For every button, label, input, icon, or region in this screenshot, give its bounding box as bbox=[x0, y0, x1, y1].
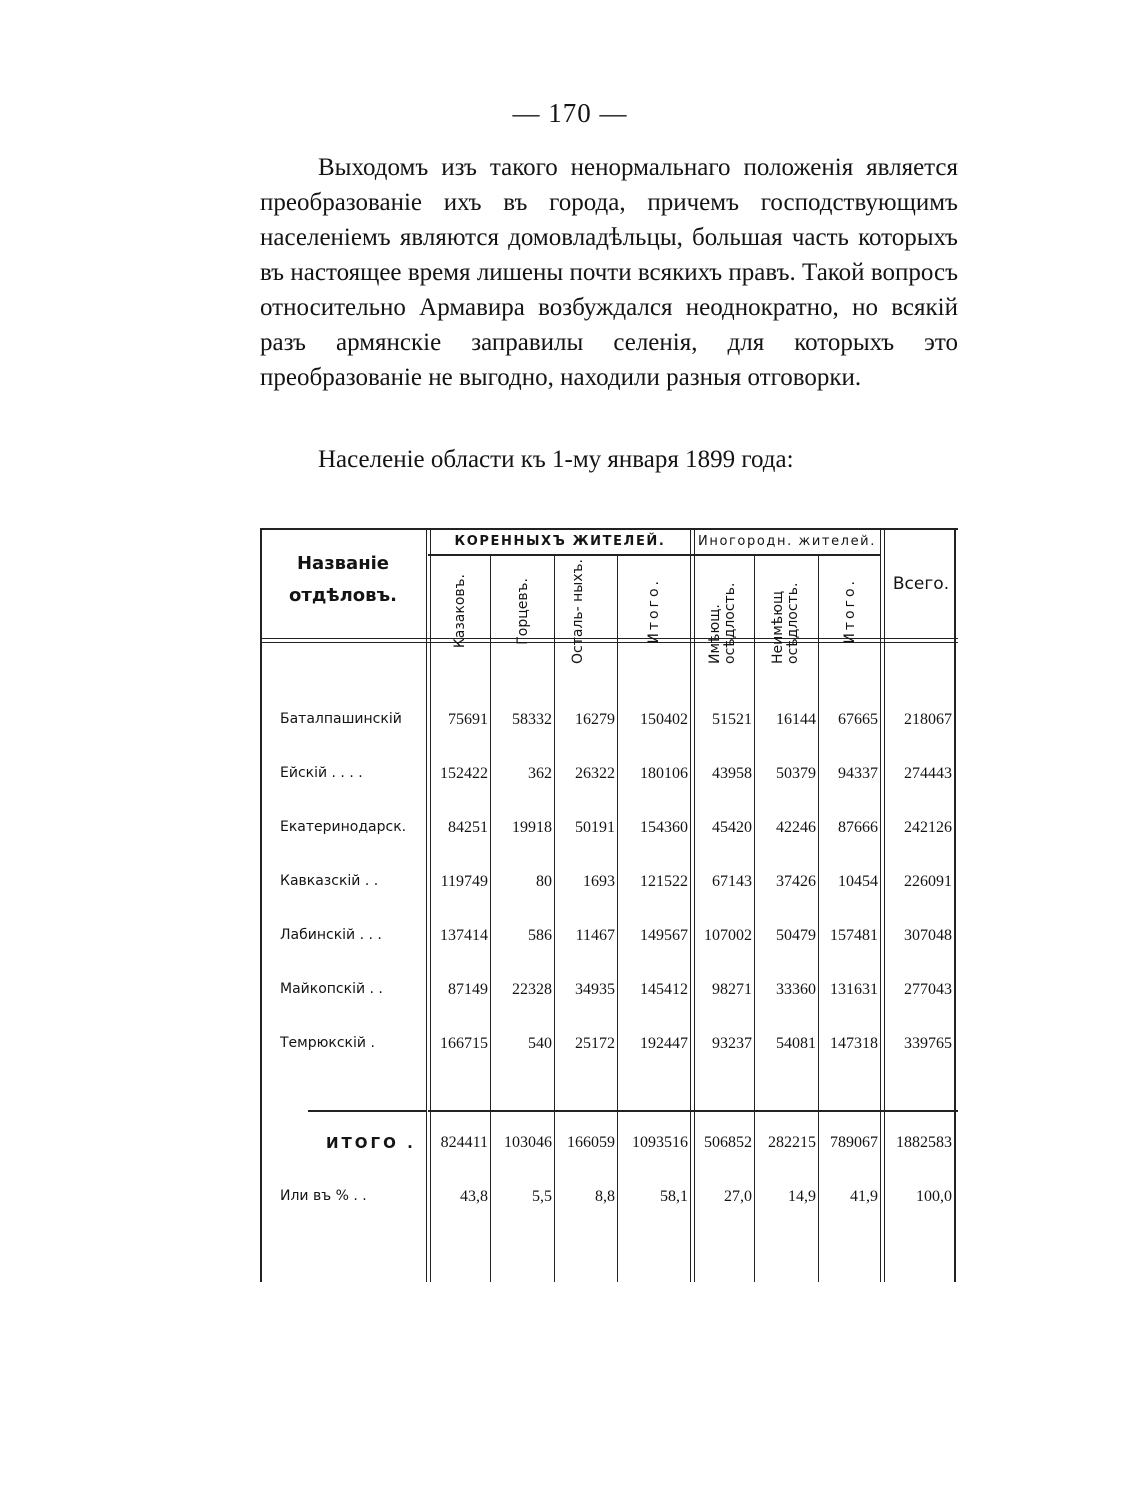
table-caption: Населеніе области къ 1-му января 1899 года: bbox=[318, 446, 794, 473]
table-row bbox=[260, 1035, 958, 1059]
row-label: Екатеринодарск. bbox=[280, 819, 407, 835]
table-left-rule bbox=[260, 528, 262, 1282]
row-label: Ейскій . . . . bbox=[280, 765, 363, 781]
table-cell: 226091 bbox=[904, 873, 952, 890]
table-cell: 58,1 bbox=[660, 1188, 688, 1205]
table-cell: 149567 bbox=[640, 927, 688, 944]
table-cell: 147318 bbox=[830, 1035, 878, 1052]
table-cell: 34935 bbox=[575, 981, 615, 998]
table-cell: 8,8 bbox=[595, 1188, 615, 1205]
column-rule bbox=[554, 554, 555, 1282]
column-rule bbox=[818, 554, 819, 1282]
table-cell: 137414 bbox=[440, 927, 488, 944]
column-header: Имѣющ. осѣдлость. bbox=[707, 582, 738, 664]
group-native-header: КОРЕННЫХЪ ЖИТЕЛЕЙ. bbox=[454, 534, 666, 549]
table-cell: 277043 bbox=[904, 981, 952, 998]
table-cell: 307048 bbox=[904, 927, 952, 944]
table-cell: 67143 bbox=[712, 873, 752, 890]
table-cell: 41,9 bbox=[850, 1188, 878, 1205]
row-label: Кавказскій . . bbox=[280, 873, 379, 889]
table-cell: 131631 bbox=[830, 981, 878, 998]
table-right-rule bbox=[954, 528, 956, 1282]
column-rule bbox=[617, 554, 618, 1282]
column-header: Итого. bbox=[841, 578, 858, 644]
table-cell: 540 bbox=[528, 1035, 552, 1052]
table-row bbox=[260, 819, 958, 843]
table-cell: 362 bbox=[528, 765, 552, 782]
table-cell: 107002 bbox=[704, 927, 752, 944]
name-header: Названіе отдѣловъ. bbox=[289, 553, 397, 606]
table-cell: 192447 bbox=[640, 1035, 688, 1052]
table-top-rule bbox=[260, 528, 958, 530]
group-foreign-header: Иногородн. жителей. bbox=[698, 534, 876, 549]
table-row bbox=[260, 873, 958, 897]
table-cell: 51521 bbox=[712, 711, 752, 728]
page-number: — 170 — bbox=[512, 98, 628, 128]
table-cell: 157481 bbox=[830, 927, 878, 944]
body-paragraph: Выходомъ изъ такого ненормальнаго положенія является преобразованіе ихъ въ города, причемъ господствующимъ населеніемъ являются домовладѣльцы, большая часть которыхъ въ настоящее время лишены почти всякихъ правъ. Такой вопросъ относительно Армавира возбуждался неоднократно, но всякій разъ армянскіе заправилы селенія, для которыхъ это преобразованіе не выгодно, находили разныя отговорки. bbox=[260, 154, 958, 391]
table-cell: 10454 bbox=[838, 873, 878, 890]
table-cell: 50479 bbox=[776, 927, 816, 944]
table-cell: 27,0 bbox=[724, 1188, 752, 1205]
table-cell: 94337 bbox=[838, 765, 878, 782]
row-label: Или въ % . . bbox=[280, 1188, 367, 1204]
population-table bbox=[260, 528, 958, 1282]
column-header: Горцевъ. bbox=[514, 577, 531, 645]
table-cell: 84251 bbox=[448, 819, 488, 836]
table-cell: 282215 bbox=[768, 1134, 816, 1151]
row-label: ИТОГО . bbox=[326, 1134, 416, 1152]
table-cell: 11467 bbox=[575, 927, 615, 944]
group-foreign-rule bbox=[692, 554, 880, 556]
table-cell: 80 bbox=[536, 873, 552, 890]
table-cell: 50379 bbox=[776, 765, 816, 782]
table-cell: 103046 bbox=[504, 1134, 552, 1151]
table-cell: 93237 bbox=[712, 1035, 752, 1052]
table-cell: 16144 bbox=[776, 711, 816, 728]
total-row bbox=[260, 1134, 958, 1158]
table-cell: 152422 bbox=[440, 765, 488, 782]
table-cell: 26322 bbox=[575, 765, 615, 782]
table-cell: 506852 bbox=[704, 1134, 752, 1151]
total-column-rule bbox=[880, 528, 885, 1282]
row-label: Баталпашинскій bbox=[280, 711, 402, 727]
table-cell: 67665 bbox=[838, 711, 878, 728]
table-row bbox=[260, 927, 958, 951]
table-cell: 274443 bbox=[904, 765, 952, 782]
table-cell: 19918 bbox=[512, 819, 552, 836]
table-cell: 42246 bbox=[776, 819, 816, 836]
column-rule bbox=[754, 554, 755, 1282]
table-cell: 50191 bbox=[575, 819, 615, 836]
table-cell: 45420 bbox=[712, 819, 752, 836]
table-cell: 586 bbox=[528, 927, 552, 944]
table-row bbox=[260, 981, 958, 1005]
column-header: Неимѣющ осѣдлость. bbox=[770, 582, 801, 664]
table-cell: 58332 bbox=[512, 711, 552, 728]
row-label: Майкопскій . . bbox=[280, 981, 383, 997]
table-cell: 16279 bbox=[575, 711, 615, 728]
row-label: Темрюкскій . bbox=[280, 1035, 375, 1051]
table-cell: 154360 bbox=[640, 819, 688, 836]
table-cell: 119749 bbox=[440, 873, 488, 890]
total-header: Всего. bbox=[892, 574, 950, 594]
table-cell: 1693 bbox=[583, 873, 615, 890]
table-cell: 242126 bbox=[904, 819, 952, 836]
table-cell: 166059 bbox=[567, 1134, 615, 1151]
table-row bbox=[260, 765, 958, 789]
row-label: Лабинскій . . . bbox=[280, 927, 382, 943]
table-cell: 33360 bbox=[776, 981, 816, 998]
percent-row bbox=[260, 1188, 958, 1212]
column-header: Осталь- ныхъ. bbox=[569, 558, 586, 664]
table-cell: 339765 bbox=[904, 1035, 952, 1052]
column-header: Казаковъ. bbox=[451, 573, 468, 649]
table-cell: 54081 bbox=[776, 1035, 816, 1052]
table-cell: 43,8 bbox=[460, 1188, 488, 1205]
table-cell: 87149 bbox=[448, 981, 488, 998]
table-cell: 87666 bbox=[838, 819, 878, 836]
table-cell: 22328 bbox=[512, 981, 552, 998]
group-native-rule bbox=[428, 554, 692, 556]
table-row bbox=[260, 711, 958, 735]
table-cell: 180106 bbox=[640, 765, 688, 782]
column-rule bbox=[490, 554, 491, 1282]
table-cell: 1093516 bbox=[632, 1134, 688, 1151]
table-cell: 25172 bbox=[575, 1035, 615, 1052]
table-cell: 75691 bbox=[448, 711, 488, 728]
table-cell: 14,9 bbox=[788, 1188, 816, 1205]
table-cell: 218067 bbox=[904, 711, 952, 728]
table-cell: 150402 bbox=[640, 711, 688, 728]
table-cell: 1882583 bbox=[896, 1134, 952, 1151]
table-cell: 166715 bbox=[440, 1035, 488, 1052]
table-cell: 824411 bbox=[440, 1134, 488, 1151]
table-cell: 100,0 bbox=[916, 1188, 952, 1205]
table-cell: 37426 bbox=[776, 873, 816, 890]
column-header: Итого. bbox=[646, 578, 662, 644]
table-cell: 43958 bbox=[712, 765, 752, 782]
table-cell: 145412 bbox=[640, 981, 688, 998]
table-cell: 5,5 bbox=[532, 1188, 552, 1205]
table-cell: 121522 bbox=[640, 873, 688, 890]
total-separator-rule-left bbox=[308, 1110, 426, 1112]
table-cell: 789067 bbox=[830, 1134, 878, 1151]
table-cell: 98271 bbox=[712, 981, 752, 998]
